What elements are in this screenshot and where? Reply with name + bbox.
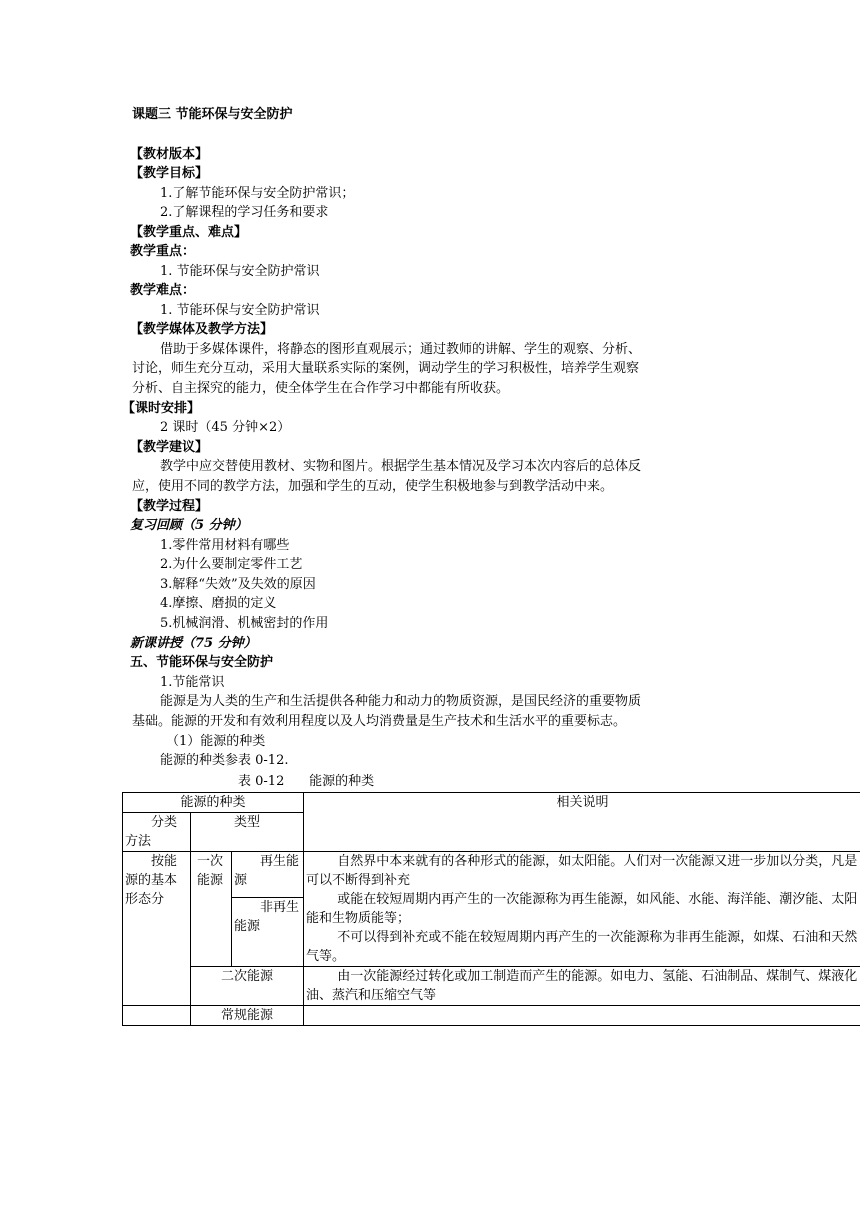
primary-energy-label: 一次能源: [191, 852, 232, 967]
media-text-line: 讨论，师生充分互动，采用大量联系实际的案例，调动学生的学习积极性，培养学生观察: [132, 361, 640, 376]
subsection-title: 1.节能常识: [160, 675, 225, 690]
review-item: 5.机械润滑、机械密封的作用: [160, 616, 329, 631]
table-reference: 能源的种类参表 0-12.: [160, 753, 289, 768]
suggestion-text-line: 应，使用不同的教学方法，加强和学生的互动，使学生积极地参与到教学活动中来。: [132, 479, 614, 494]
media-text-line: 分析、自主探究的能力，使全体学生在合作学习中都能有所收获。: [132, 381, 510, 396]
suggestion-heading: 【教学建议】: [130, 440, 209, 455]
primary-energy-description: [304, 852, 860, 967]
keypoints-heading: 【教学重点、难点】: [130, 225, 248, 240]
table-caption: 表 0-12 能源的种类: [238, 774, 375, 789]
media-heading: 【教学媒体及教学方法】: [130, 322, 274, 337]
header-description: 相关说明: [304, 793, 860, 852]
header-classification-method: 分类方法: [123, 813, 191, 852]
review-item: 1.零件常用材料有哪些: [160, 538, 290, 553]
description-line: 自然界中本来就有的各种形式的能源，如太阳能。人们对一次能源又进一步加以分类，凡是可以不断得到补充: [306, 854, 858, 888]
description-line: 由一次能源经过转化或加工制造而产生的能源。如电力、氢能、石油制品、煤制气、煤液化油、蒸汽和压缩空气等: [306, 969, 858, 1003]
difficulty-item: 1. 节能环保与安全防护常识: [160, 303, 320, 318]
description-line: 不可以得到补充或不能在较短周期内再产生的一次能源称为非再生能源，如煤、石油和天然气等。: [306, 930, 858, 964]
review-item: 4.摩擦、磨损的定义: [160, 596, 277, 611]
objective-item: 1.了解节能环保与安全防护常识；: [160, 186, 355, 201]
focus-label: 教学重点：: [130, 244, 196, 259]
review-heading: 复习回顾（5 分钟）: [130, 518, 248, 533]
review-item: 2.为什么要制定零件工艺: [160, 557, 303, 572]
energy-types-table: [122, 792, 860, 1026]
objectives-heading: 【教学目标】: [130, 166, 209, 181]
schedule-heading: 【课时安排】: [122, 401, 201, 416]
schedule-text: 2 课时（45 分钟×2）: [160, 420, 291, 435]
subsection-title: （1）能源的种类: [166, 734, 266, 749]
difficulty-label: 教学难点：: [130, 283, 196, 298]
media-text-line: 借助于多媒体课件，将静态的图形直观展示；通过教师的讲解、学生的观察、分析、: [160, 342, 642, 357]
conventional-energy-label: 常规能源: [191, 1006, 304, 1026]
new-lesson-heading: 新课讲授（75 分钟）: [130, 636, 257, 651]
section-heading: 五、节能环保与安全防护: [130, 655, 274, 670]
header-energy-kind: 能源的种类: [123, 793, 304, 813]
empty-cell: [304, 1006, 860, 1026]
secondary-energy-description: [304, 967, 860, 1006]
process-heading: 【教学过程】: [130, 499, 209, 514]
review-item: 3.解释“失效”及失效的原因: [160, 577, 316, 592]
edition-heading: 【教材版本】: [130, 147, 209, 162]
header-type: 类型: [191, 813, 304, 852]
focus-item: 1. 节能环保与安全防护常识: [160, 264, 320, 279]
body-paragraph-line: 能源是为人类的生产和生活提供各种能力和动力的物质资源，是国民经济的重要物质: [160, 694, 642, 709]
objective-item: 2.了解课程的学习任务和要求: [160, 205, 329, 220]
nonrenewable-energy-label: 非再生能源: [232, 897, 304, 966]
empty-cell: [123, 1006, 191, 1026]
secondary-energy-label: 二次能源: [191, 967, 304, 1006]
page-title: 课题三 节能环保与安全防护: [132, 107, 293, 122]
basic-form-category: 按能源的基本形态分: [123, 852, 191, 1006]
suggestion-text-line: 教学中应交替使用教材、实物和图片。根据学生基本情况及学习本次内容后的总体反: [160, 459, 642, 474]
body-paragraph-line: 基础。能源的开发和有效利用程度以及人均消费量是生产技术和生活水平的重要标志。: [132, 714, 627, 729]
description-line: 或能在较短周期内再产生的一次能源称为再生能源，如风能、水能、海洋能、潮汐能、太阳能和生物质能等；: [306, 892, 858, 926]
renewable-energy-label: 再生能源: [232, 852, 304, 898]
